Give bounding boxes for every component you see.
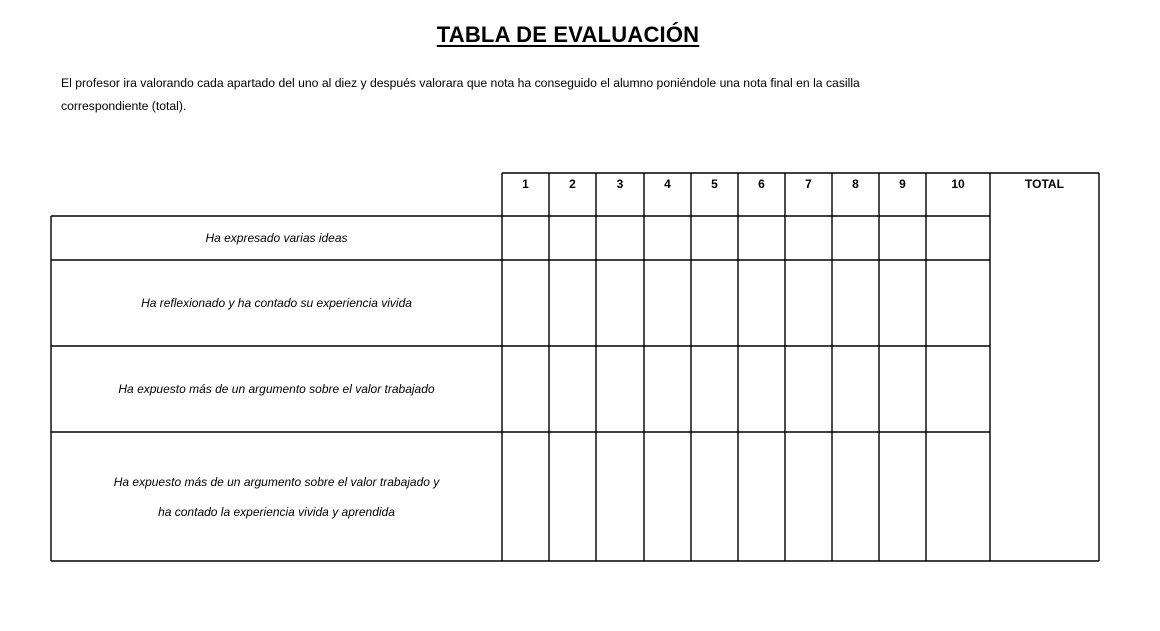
score-header-8: 8 (852, 177, 859, 191)
criterion-1: Ha expresado varias ideas (205, 231, 348, 245)
score-header-5: 5 (711, 177, 718, 191)
score-header-3: 3 (616, 177, 624, 191)
score-header-6: 6 (758, 177, 765, 191)
criterion-3: Ha expuesto más de un argumento sobre el valor trabajado (118, 382, 435, 396)
score-header-7: 7 (805, 177, 812, 191)
instructions-line-1: El profesor ira valorando cada apartado del uno al diez y después valorara que nota ha conseguido el alumno poniéndole una nota final en la casilla (61, 76, 860, 90)
score-header-9: 9 (899, 177, 906, 191)
score-header-4: 4 (664, 177, 671, 191)
criterion-4: Ha expuesto más de un argumento sobre el valor trabajado y ha contado la experiencia vivida y aprendida (113, 474, 440, 519)
score-header-10: 10 (951, 177, 965, 191)
criterion-2: Ha reflexionado y ha contado su experiencia vivida (141, 296, 412, 310)
page-title: TABLA DE EVALUACIÓN (436, 22, 700, 47)
score-header-2: 2 (569, 177, 576, 191)
instructions-line-2: correspondiente (total). (61, 99, 187, 113)
score-header-1: 1 (522, 177, 529, 191)
total-header: TOTAL (1025, 177, 1064, 191)
